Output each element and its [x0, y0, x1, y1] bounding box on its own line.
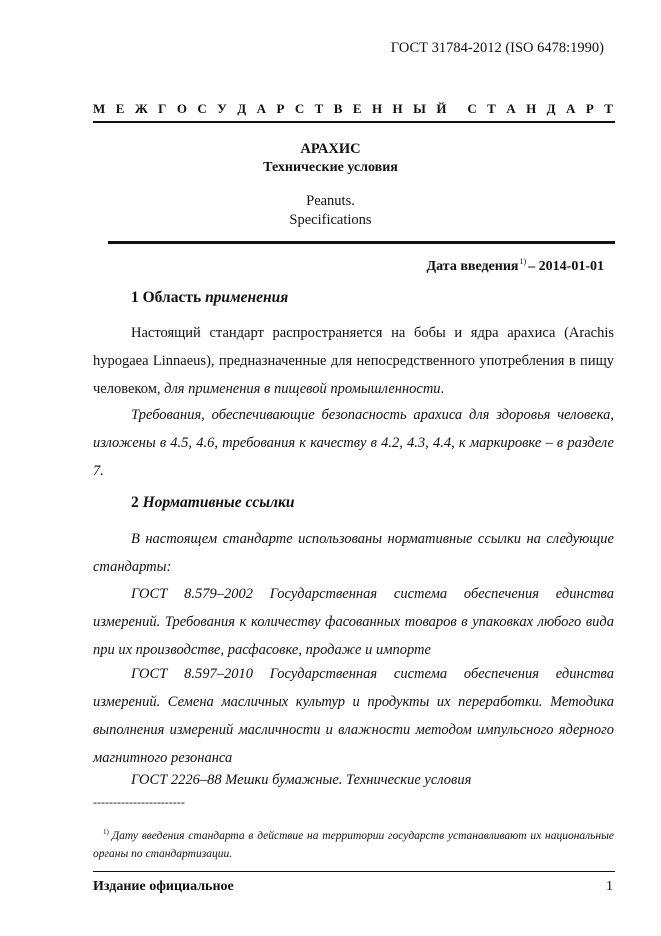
section-1-heading [131, 289, 288, 307]
section-1-paragraph-1-italic: для применения в пищевой промышленности [164, 381, 441, 397]
document-subtitle: Технические условия [263, 160, 398, 175]
heading-letter: О [176, 101, 187, 116]
english-title: Peanuts. [306, 193, 355, 209]
heading-letter: Н [526, 101, 537, 116]
heading-letter: В [333, 101, 343, 116]
section-1-paragraph-1 [93, 319, 614, 403]
heading-letter: Г [158, 101, 167, 116]
footnote-text: Дату введения стандарта в действие на территории государств устанавливают их национальные органы по стандартизации. [93, 830, 614, 860]
footnote-separator: ----------------------- [93, 795, 185, 809]
heading-letter: Т [314, 101, 324, 116]
heading-letter: А [506, 101, 516, 116]
heading-letter: С [197, 101, 207, 116]
heading-letter: А [566, 101, 576, 116]
heading-letter: Й [436, 101, 447, 116]
heading-letter: А [256, 101, 266, 116]
heading-letter: Н [371, 101, 383, 116]
section-2-heading [131, 494, 294, 512]
reference-gost-2226: ГОСТ 2226–88 Мешки бумажные. Технические условия [131, 772, 472, 788]
section-1-title: Область [142, 289, 202, 306]
heading-letter: У [217, 101, 227, 116]
introduction-date-value: – 2014-01-01 [528, 259, 604, 274]
section-2-number: 2 [131, 494, 139, 511]
introduction-label: Дата введения [426, 259, 519, 274]
page-number: 1 [606, 879, 613, 894]
heading-letter: Т [487, 101, 496, 116]
document-title: АРАХИС [300, 141, 361, 157]
reference-gost-8-597: ГОСТ 8.597–2010 Государственная система обеспечения единства измерений. Семена масличных культур и продукты их переработки. Методика выполнения измерений масличности и влажности методом импульсного ядерного магнитного резонанса [93, 666, 614, 766]
heading-letter: Р [585, 101, 594, 116]
standard-code: ГОСТ 31784-2012 (ISO 6478:1990) [390, 40, 604, 56]
title-rule [108, 241, 615, 244]
introduction-date [0, 257, 604, 275]
section-2-paragraph-1: В настоящем стандарте использованы нормативные ссылки на следующие стандарты: [93, 531, 614, 575]
heading-letter: Ж [134, 101, 148, 116]
section-1-title-italic: применения [205, 289, 289, 306]
official-edition-label: Издание официальное [93, 879, 234, 894]
section-1-number: 1 [131, 289, 139, 306]
heading-letter: Р [276, 101, 285, 116]
section-1-paragraph-1-text: Настоящий стандарт распространяется на бобы и ядра арахиса (Arachis hypogaea Linnaeus), предназначенные для непосредственного употребления в пищу человеком, [93, 325, 614, 397]
interstate-standard-heading [93, 101, 613, 117]
heading-letter: М [93, 101, 106, 116]
footer-rule [93, 871, 615, 872]
section-2-title: Нормативные ссылки [142, 494, 295, 511]
footnote [93, 823, 614, 863]
english-subtitle: Specifications [289, 212, 372, 228]
section-1-paragraph-1-end: . [440, 381, 445, 397]
footnote-mark: 1) [103, 828, 109, 836]
heading-letter: Е [352, 101, 362, 116]
heading-letter: Н [392, 101, 403, 116]
heading-letter: С [467, 101, 477, 116]
heading-letter: Д [237, 101, 247, 116]
heading-letter: Е [115, 101, 125, 116]
reference-gost-8-579: ГОСТ 8.579–2002 Государственная система обеспечения единства измерений. Требования к количеству фасованных товаров в упаковках любого вида при их производстве, расфасовке, продаже и импорте [93, 586, 614, 658]
heading-letter: Т [604, 101, 613, 116]
heading-letter: Ы [413, 101, 426, 116]
heading-letter: Д [546, 101, 556, 116]
top-rule [93, 121, 615, 123]
heading-letter: С [294, 101, 305, 116]
section-1-paragraph-2: Требования, обеспечивающие безопасность арахиса для здоровья человека, изложены в 4.5, 4.6, требования к качеству в 4.2, 4.3, 4.4, к маркировке – в разделе 7. [93, 407, 614, 479]
introduction-footnote-mark: 1) [519, 257, 527, 266]
